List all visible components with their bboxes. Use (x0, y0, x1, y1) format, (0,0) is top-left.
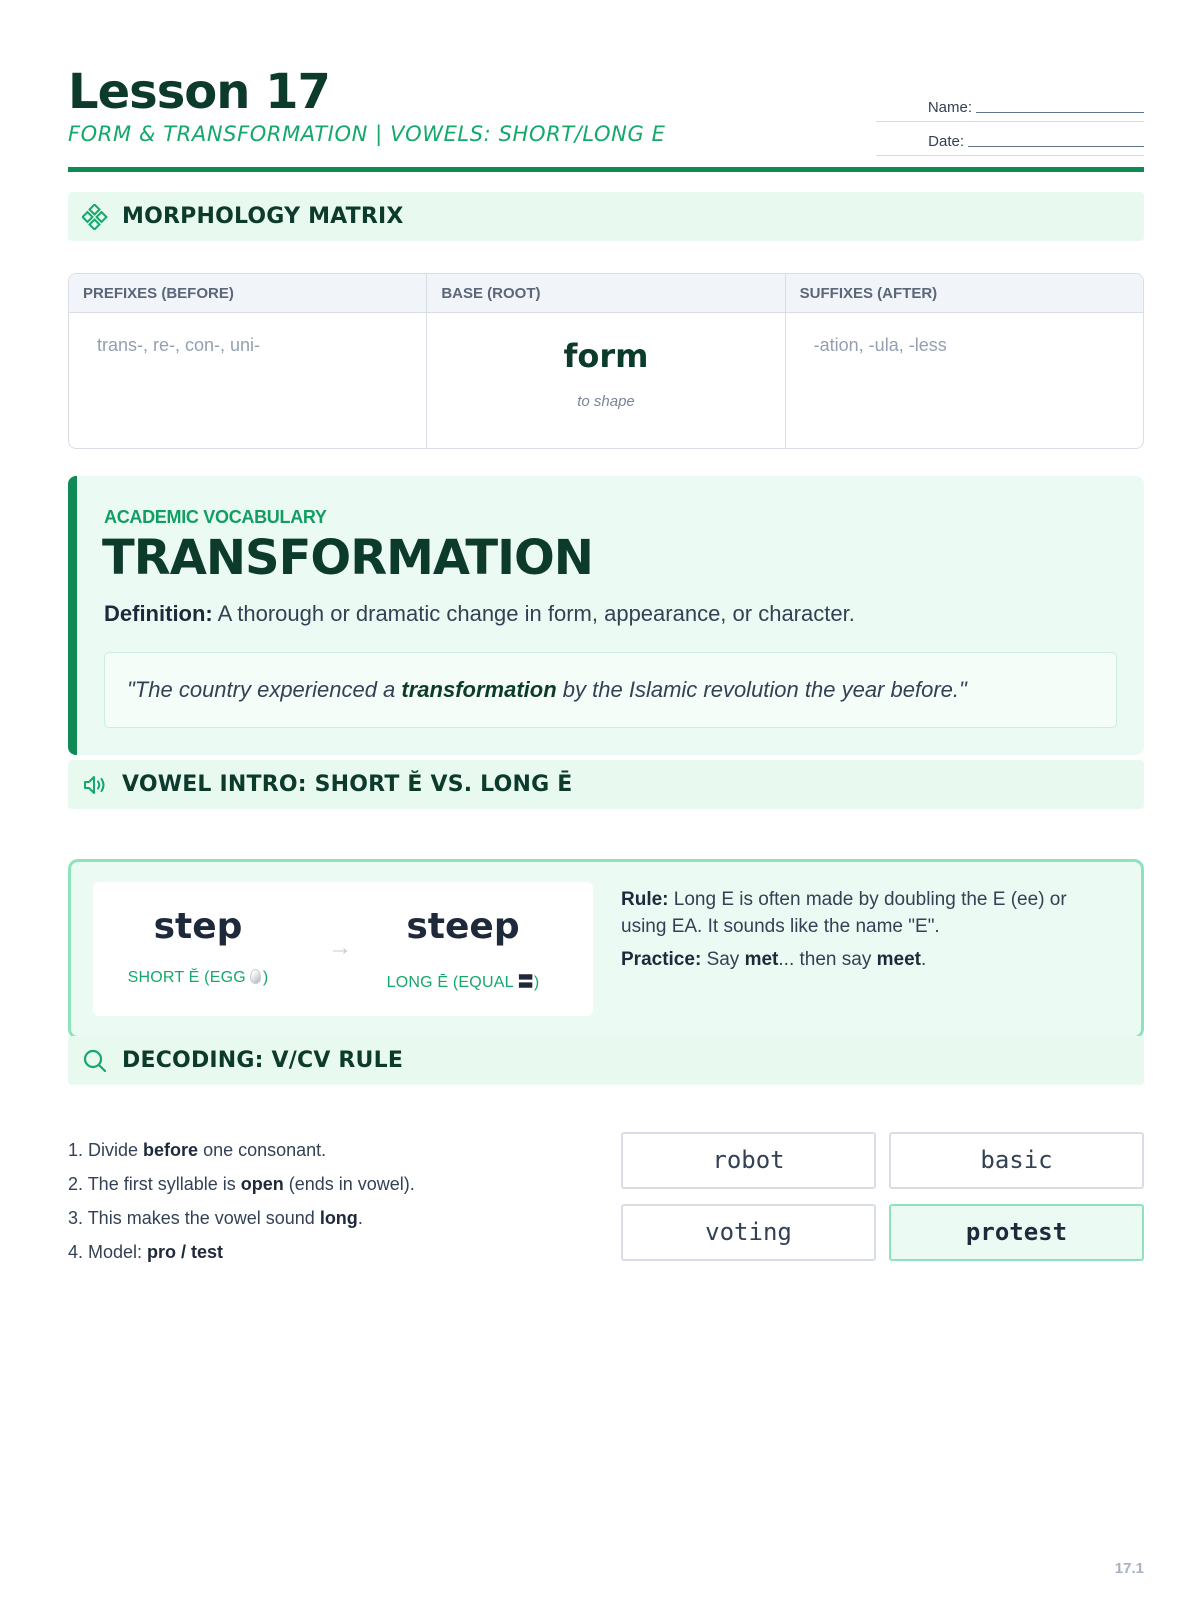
practice-pre: Say (706, 949, 745, 970)
word-box-voting[interactable]: voting (621, 1204, 876, 1261)
step-text: 3. This makes the vowel sound (68, 1208, 320, 1228)
practice-end: . (920, 949, 927, 970)
short-word: step (153, 906, 243, 947)
vowel-comparison-box (68, 859, 1144, 1039)
step-text: 4. Model: (68, 1242, 148, 1262)
decoding-section-title: DECODING: V/CV RULE (122, 1048, 404, 1073)
word-box-protest[interactable]: protest (889, 1204, 1144, 1261)
date-blank-line (968, 146, 1144, 147)
lesson-title: Lesson 17 (68, 64, 330, 120)
example-pre: "The country experienced a (127, 677, 402, 702)
morphology-matrix (68, 273, 1144, 449)
decoding-step (68, 1242, 588, 1276)
prefix-header: PREFIXES (BEFORE) (69, 274, 426, 313)
definition (104, 601, 855, 627)
page-number: 17.1 (1114, 1560, 1144, 1577)
name-label: Name: (927, 99, 972, 116)
lesson-subtitle: FORM & TRANSFORMATION | VOWELS: SHORT/LONG E (68, 122, 666, 146)
practice-mid: ... then say (778, 949, 877, 970)
base-header: BASE (ROOT) (427, 274, 784, 313)
short-label (98, 969, 298, 987)
short-e-example (98, 882, 298, 987)
short-label-close: ) (262, 969, 269, 986)
decoding-step (68, 1140, 588, 1174)
base-cell (427, 313, 784, 448)
decoding-step (68, 1174, 588, 1208)
vocabulary-tag: ACADEMIC VOCABULARY (104, 507, 327, 527)
decoding-step (68, 1208, 588, 1242)
step-keyword: long (319, 1208, 358, 1228)
long-label (363, 969, 563, 992)
long-word: steep (406, 906, 520, 947)
vocabulary-card (68, 476, 1144, 755)
decoding-section-header (68, 1036, 1144, 1085)
step-keyword: pro / test (147, 1242, 224, 1262)
long-e-example (363, 882, 563, 992)
speaker-icon (82, 772, 108, 798)
practice-label: Practice: (621, 949, 702, 970)
rule-text-block (621, 886, 1111, 940)
suffix-list: -ation, -ula, -less (813, 335, 947, 355)
definition-label: Definition: (104, 601, 213, 626)
step-text: 1. Divide (68, 1140, 144, 1160)
step-text: . (357, 1208, 363, 1228)
word-box-robot[interactable]: robot (621, 1132, 876, 1189)
step-text: (ends in vowel). (283, 1174, 415, 1194)
suffix-column (786, 274, 1143, 448)
vowel-section-title: VOWEL INTRO: SHORT Ĕ VS. LONG Ē (122, 772, 573, 797)
name-date-fields (876, 88, 1144, 156)
word-box-basic[interactable]: basic (889, 1132, 1144, 1189)
step-text: 2. The first syllable is (68, 1174, 241, 1194)
search-icon (82, 1048, 108, 1074)
definition-text: A thorough or dramatic change in form, appearance, or character. (217, 601, 855, 626)
name-field[interactable] (876, 88, 1144, 122)
rule-text: Long E is often made by doubling the E (ee) or using EA. It sounds like the name "E". (621, 889, 1067, 937)
egg-icon (250, 969, 261, 984)
example-post: by the Islamic revolution the year before." (556, 677, 967, 702)
worksheet-page (68, 0, 1144, 1600)
vowel-section-header (68, 760, 1144, 809)
short-label-text: SHORT Ĕ (EGG (127, 969, 246, 986)
arrow-right-icon: → (328, 934, 352, 961)
rule-label: Rule: (621, 889, 669, 910)
base-column (427, 274, 785, 448)
example-sentence (104, 652, 1117, 728)
long-label-text: LONG Ē (EQUAL (386, 974, 514, 991)
prefix-list: trans-, re-, con-, uni- (97, 335, 261, 355)
name-blank-line (976, 112, 1144, 113)
long-label-close: ) (533, 974, 540, 991)
molecule-icon (82, 204, 108, 230)
prefix-column (69, 274, 427, 448)
step-keyword: before (143, 1140, 199, 1160)
vocabulary-word: TRANSFORMATION (102, 530, 593, 586)
example-keyword: transformation (401, 677, 557, 702)
base-word: form (563, 337, 649, 375)
step-keyword: open (240, 1174, 284, 1194)
step-text: one consonant. (198, 1140, 327, 1160)
base-meaning: to shape (577, 393, 635, 410)
decoding-steps (68, 1140, 588, 1276)
word-pair-card (93, 882, 593, 1016)
equals-icon: 〓 (517, 974, 534, 991)
practice-word-meet: meet (876, 949, 921, 970)
date-label: Date: (928, 133, 964, 150)
date-field[interactable] (876, 122, 1144, 156)
suffix-header: SUFFIXES (AFTER) (786, 274, 1143, 313)
morphology-section-title: MORPHOLOGY MATRIX (122, 204, 404, 229)
practice-word-met: met (744, 949, 779, 970)
vowel-rule (621, 886, 1111, 973)
practice-text-block (621, 946, 1111, 973)
lesson-header (68, 64, 1144, 172)
morphology-section-header (68, 192, 1144, 241)
